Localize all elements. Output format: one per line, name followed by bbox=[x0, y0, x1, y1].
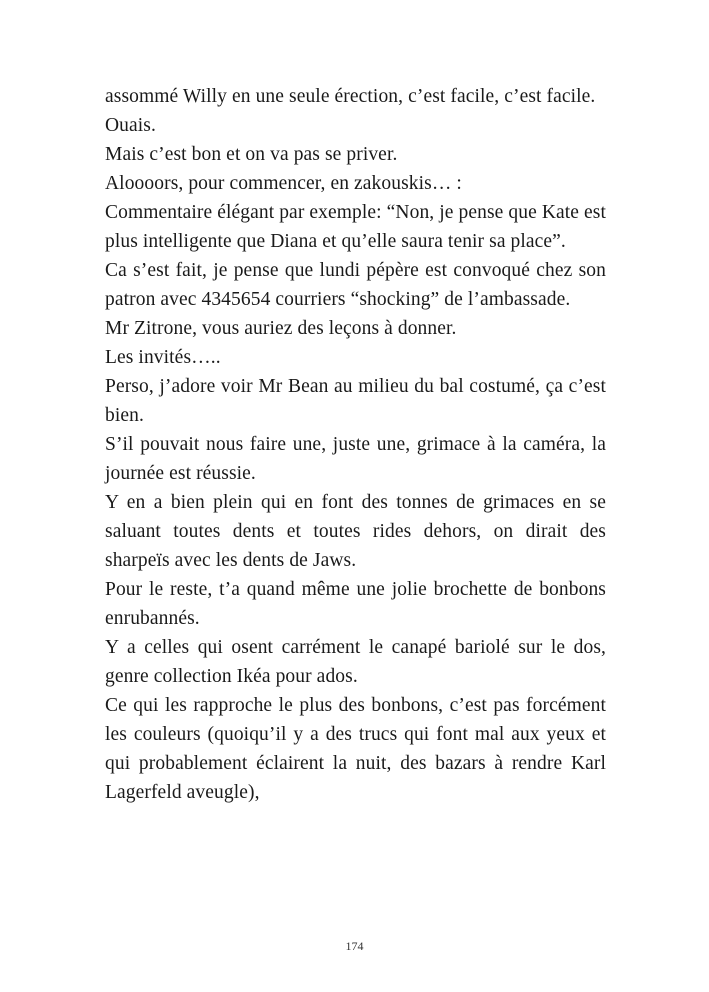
paragraph: Mr Zitrone, vous auriez des leçons à donner. bbox=[105, 318, 457, 339]
page-text-block bbox=[105, 82, 606, 807]
paragraph: Perso, j’adore voir Mr Bean au milieu du bal costumé, ça c’est bien. bbox=[105, 376, 606, 426]
paragraph: Pour le reste, t’a quand même une jolie brochette de bonbons enrubannés. bbox=[105, 579, 606, 629]
paragraph: Y a celles qui osent carrément le canapé bariolé sur le dos, genre collection Ikéa pour ados. bbox=[105, 637, 606, 687]
paragraph: Mais c’est bon et on va pas se priver. bbox=[105, 144, 398, 165]
page-number: 174 bbox=[345, 939, 364, 953]
paragraph: S’il pouvait nous faire une, juste une, grimace à la caméra, la journée est réussie. bbox=[105, 434, 606, 484]
paragraph: Les invités….. bbox=[105, 347, 221, 368]
paragraph: Ca s’est fait, je pense que lundi pépère est convoqué chez son patron avec 4345654 courriers “shocking” de l’ambassade. bbox=[105, 260, 606, 310]
paragraph: assommé Willy en une seule érection, c’est facile, c’est facile. bbox=[105, 86, 596, 107]
paragraph: Ce qui les rapproche le plus des bonbons, c’est pas forcément les couleurs (quoiqu’il y a des trucs qui font mal aux yeux et qui probablement éclairent la nuit, des bazars à rendre Karl Lagerfeld aveugle), bbox=[105, 695, 606, 803]
paragraph: Aloooors, pour commencer, en zakouskis… : bbox=[105, 173, 462, 194]
paragraph: Ouais. bbox=[105, 115, 156, 136]
paragraph: Y en a bien plein qui en font des tonnes de grimaces en se saluant toutes dents et toutes rides dehors, on dirait des sharpeïs avec les dents de Jaws. bbox=[105, 492, 606, 571]
paragraph: Commentaire élégant par exemple: “Non, je pense que Kate est plus intelligente que Diana et qu’elle saura tenir sa place”. bbox=[105, 202, 606, 252]
